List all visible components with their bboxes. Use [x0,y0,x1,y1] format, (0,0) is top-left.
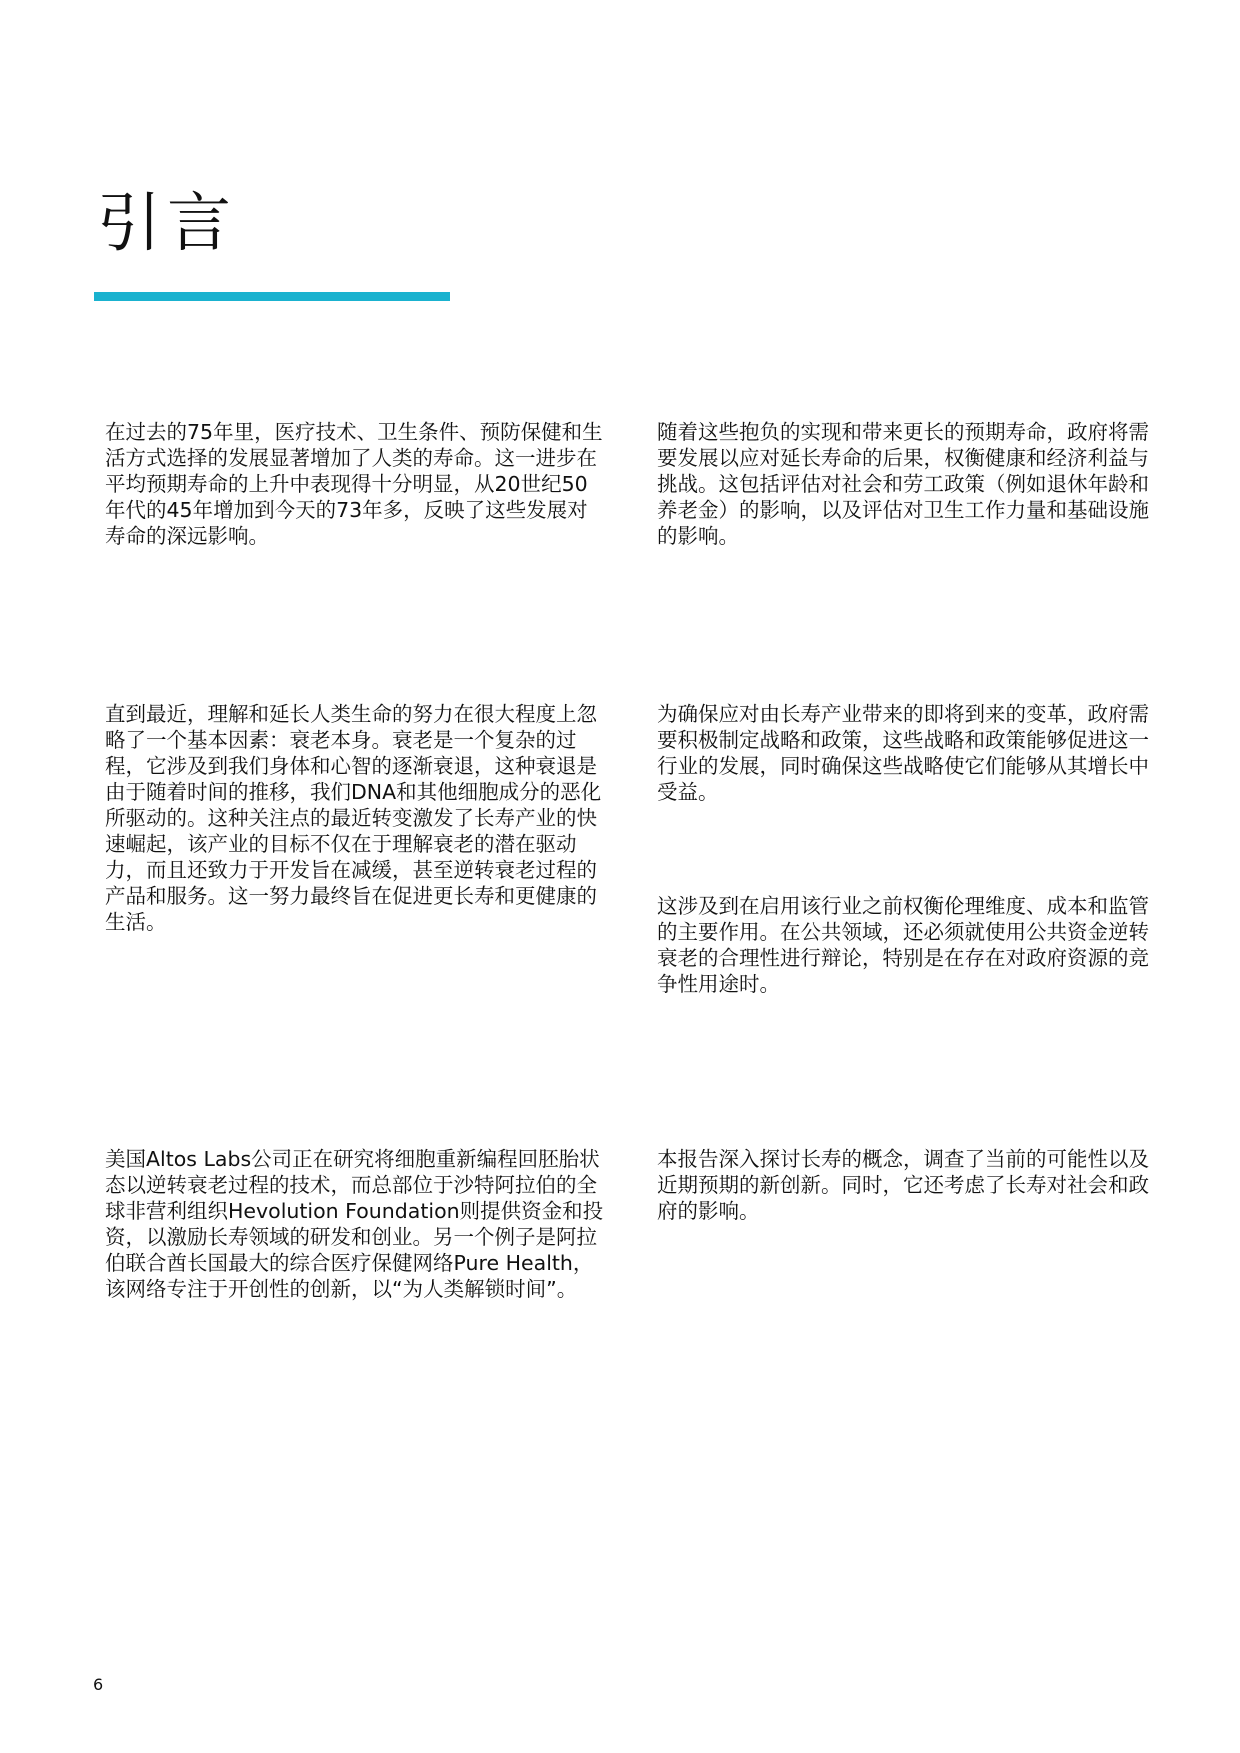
paragraph-report-scope: 本报告深入探讨长寿的概念，调查了当前的可能性以及近期预期的新创新。同时，它还考虑了长寿对社会和政府的影响。 [657,1147,1149,1223]
title-accent-rule [94,292,450,301]
paragraph-industry-examples: 美国Altos Labs公司正在研究将细胞重新编程回胚胎状态以逆转衰老过程的技术，而总部位于沙特阿拉伯的全球非营利组织Hevolution Foundation则提供资金和投资，以激励长寿领域的研发和创业。另一个例子是阿拉伯联合酋长国最大的综合医疗保健网络Pure Health，该网络专注于开创性的创新，以“为人类解锁时间”。 [105,1147,604,1301]
page-number: 6 [93,1675,104,1694]
page-title: 引言 [97,187,237,261]
paragraph-strategy-policy: 为确保应对由长寿产业带来的即将到来的变革，政府需要积极制定战略和政策，这些战略和政策能够促进这一行业的发展，同时确保这些战略使它们能够从其增长中受益。 [657,702,1149,804]
paragraph-life-expectancy: 在过去的75年里，医疗技术、卫生条件、预防保健和生活方式选择的发展显著增加了人类的寿命。这一进步在平均预期寿命的上升中表现得十分明显，从20世纪50年代的45年增加到今天的73年多，反映了这些发展对寿命的深远影响。 [105,420,603,548]
paragraph-government-consequences: 随着这些抱负的实现和带来更长的预期寿命，政府将需要发展以应对延长寿命的后果，权衡健康和经济利益与挑战。这包括评估对社会和劳工政策（例如退休年龄和养老金）的影响，以及评估对卫生工作力量和基础设施的影响。 [657,420,1149,548]
paragraph-aging-factor: 直到最近，理解和延长人类生命的努力在很大程度上忽略了一个基本因素：衰老本身。衰老是一个复杂的过程，它涉及到我们身体和心智的逐渐衰退，这种衰退是由于随着时间的推移，我们DNA和其他细胞成分的恶化所驱动的。这种关注点的最近转变激发了长寿产业的快速崛起，该产业的目标不仅在于理解衰老的潜在驱动力，而且还致力于开发旨在减缓，甚至逆转衰老过程的产品和服务。这一努力最终旨在促进更长寿和更健康的生活。 [105,702,602,934]
paragraph-ethics-cost: 这涉及到在启用该行业之前权衡伦理维度、成本和监管的主要作用。在公共领域，还必须就使用公共资金逆转衰老的合理性进行辩论，特别是在存在对政府资源的竞争性用途时。 [657,894,1149,996]
